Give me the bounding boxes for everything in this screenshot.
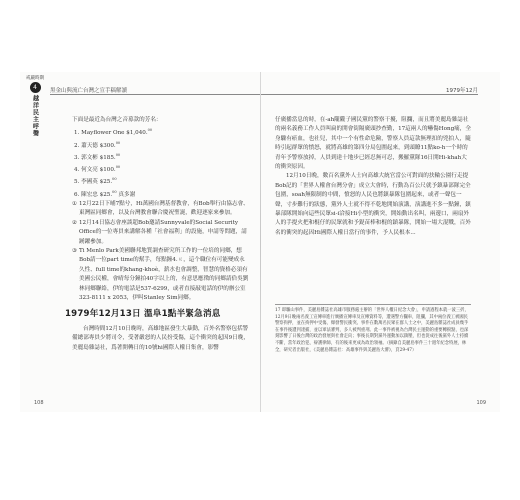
page-number-left: 108 bbox=[34, 400, 44, 406]
chapter-label: 戒嚴時期 bbox=[26, 76, 44, 81]
running-head-right: 1979年12月 bbox=[446, 88, 478, 94]
notice-item: ③ Ti Menlo Park美國聯邦地質調查研究所工作的一位培的同鄉，想Bob請一位part time的幫手，每點鐘4.ㄍ，這个職位有可能變成永久性、full time的khang-khoè，薪水也會調整，智慧的資格必須有美國公民權，會晴每分鐘拍40字以上的，有意思應徵的同鄉請佮吳劉林同鄉聯絡，伊的電話是537-6299，或者直接敲電話的伊的辦公室323-8111 x 2053，伊叫Stanley Sim同鄉。 bbox=[72, 248, 249, 302]
chapter-number-badge: 4 bbox=[30, 82, 41, 93]
body-paragraph: 台灣時間12月10日晚時，高雄地區發生大暴動，百外名警察包括警備總部專員少將司令，受著嚴怒的人民扮受傷，這个衝突的起因9日晚，美麗島雜誌社，爲著開轉日的10號hi國際人權日集會，影響 bbox=[72, 325, 249, 351]
body-paragraph: 仔廣播當息的時，在-ah隴隴子國民黨的警察干擾，阻攔，而且將美麗島雜誌社的兩名義務工作人員叫扁的開會街隔廣頭抄查勤，17這兩人的嚇傷Hong痛，全身驟有瘀血，也社兒，其中一个有性命危險，警察人員這款無理扣的兇拍人，隨時引起群眾的憤怒，就將高雄的第四分局包圍起來，到頭瞭11點ko-h一个時的青年予警察放掉，人員到達十地步已經忍無可忍，搬羅黨隊16日開Hi-khah大的衝突原因。 bbox=[275, 117, 471, 171]
section-title: 1979年12月13日 溫阜1點半緊急消息 bbox=[65, 309, 221, 320]
footnote: 17 即驅山事件，美麗島雜誌社高雄市服務處主辦的「世界人權日紀念大會」，申請過程本就一波三折，12月9日晚兩名義工宣傳車進行廣播宣傳車及宣傳資料等，遭遇警方攔車，阻攔，其中兩位義工被國民警察拘押，並在拘押中受傷，爆發警民衝突。事件在數萬名民眾在群人士之中，美麗島雜誌社成員幾乎在事件後遭到逮捕，並以軍法審判，多人被判重刑。此一事件被視為台灣民主運動的重要轉捩點，也深刻影響了日後台灣的政治發展與社會走向；事後長期對黨外運動加以鎮壓，但也促成往後黨外人士持續不斷，當年政治犯、辯護律師，有的後來更成為政治領袖。（摘錄自美麗島事件三十週年紀念特展，林全，研究者出版社，《美麗島雜誌社：高雄事件與美麗島大審》，頁29-47） bbox=[275, 308, 469, 353]
chapter-side-mark bbox=[24, 76, 46, 137]
left-page bbox=[20, 72, 260, 412]
body-paragraph: 12月10日晚，數百名黨外人士向高雄大統官當公可對面的扶輪公園行走提Bob記的「世界人權會台灣分會」成立大會時，行動為百公尺就予鎮暴部隊完全包圍，soah無限制的中間，憤怒的人民也將鎮暴隊包圍起來，或者一聲包一聲，寸步難行的狀態，黨外人士就不得不乾地開始演講，演講進不多一點鐘，鎮暴部隊開始向這些民眾si-i洽接Hi小型的衝突，開始動出名叫，兩邊口，兩扇外人的手提火把和棍仔的民眾就和予鍉苗棒和棍的鎮暴隊，開始一場大混戰，百外名的衝突的起因Hi國際人權日當行的事件，予人民根本... bbox=[275, 173, 471, 236]
list-item: 6. 陳宏忠 $25.00 真多謝 bbox=[74, 189, 136, 198]
footnote-rule bbox=[275, 304, 471, 305]
right-page bbox=[261, 72, 500, 412]
donation-list bbox=[72, 126, 250, 200]
chapter-vertical-title: 越洋民主呼聲 bbox=[31, 95, 39, 137]
list-item: 2. 蕭天德 $300.00 bbox=[74, 140, 121, 149]
header-rule-left bbox=[50, 94, 260, 95]
notice-item: ② 12月14日協志會座談超Bob邀請Sunnyvale的Social Security Office的一位專員來講解各種「社會福利」的設施，申請等問題，請踴躍參加。 bbox=[72, 219, 247, 245]
list-item: 1. Mayflower One $1,040.00 bbox=[74, 128, 153, 137]
right-page-body bbox=[275, 116, 471, 238]
notice-item: ① 12月22日下晡7點兮，Hi萬國台灣基督教會，有Bob舉行由協志會、東灣區同鄉會，以及台灣教會聯合慶祝聖誕，歡迎逐家來參加。 bbox=[72, 201, 249, 217]
list-item: 4. 何文亮 $100.00 bbox=[74, 165, 121, 174]
page-number-right: 109 bbox=[476, 400, 486, 406]
list-item: 5. 李國英 $25.00 bbox=[74, 177, 117, 186]
donation-intro: 下面是最近為台灣之音募款的芳名： bbox=[72, 117, 162, 123]
running-head-left: 黑金山與流亡台灣之宣手稿解讀 bbox=[50, 88, 128, 94]
header-rule-right bbox=[261, 94, 478, 95]
list-item: 3. 郭文彬 $185.00 bbox=[74, 152, 121, 161]
left-page-body bbox=[65, 116, 250, 353]
